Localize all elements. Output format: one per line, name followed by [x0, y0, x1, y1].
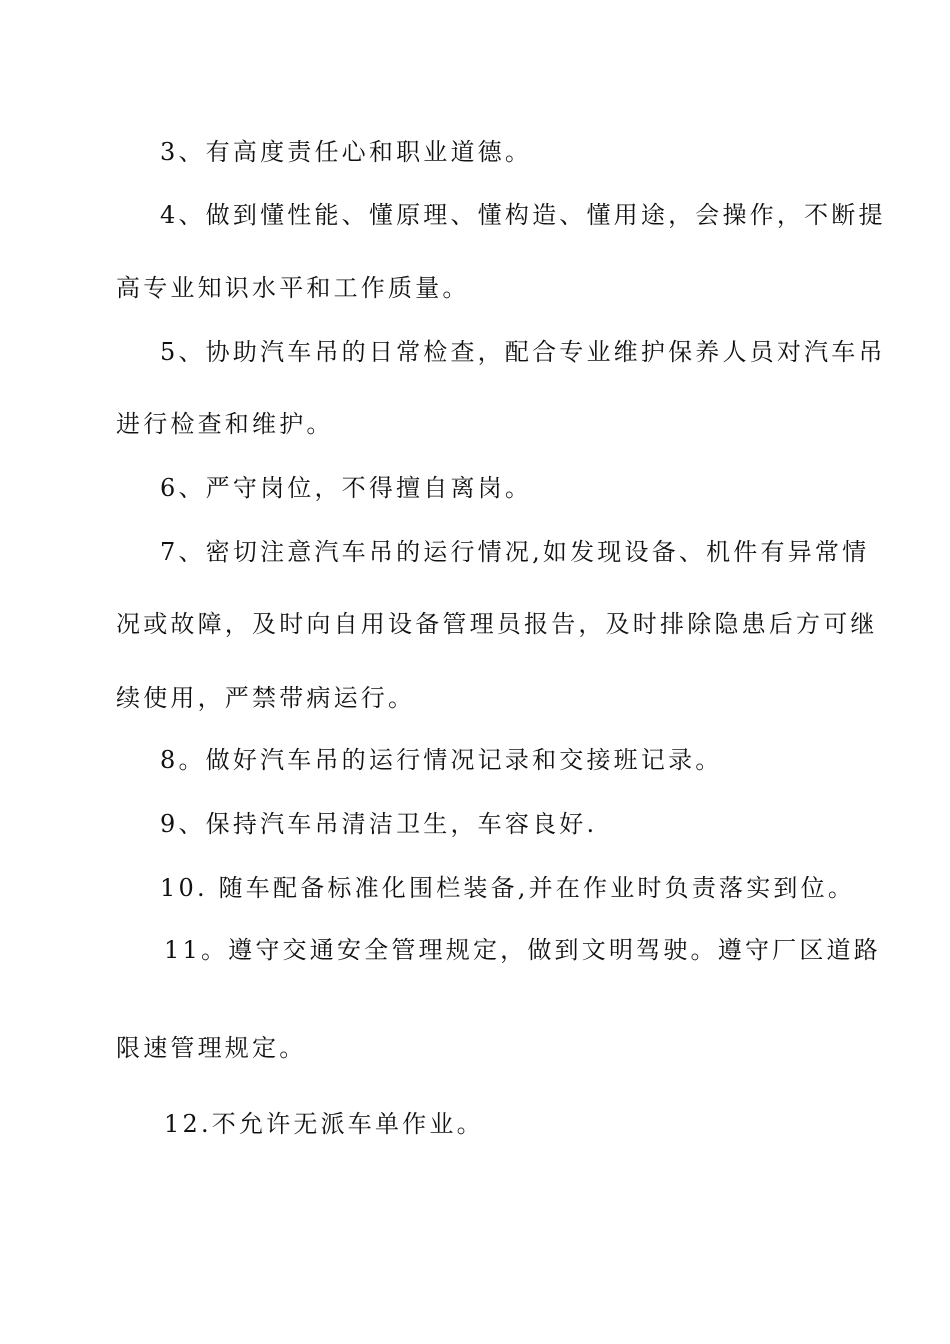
paragraph-3-line-1: 3、有高度责任心和职业道德。 [160, 138, 533, 166]
paragraph-4-line-1: 4、做到懂性能、懂原理、懂构造、懂用途，会操作，不断提 [160, 201, 886, 229]
paragraph-11-line-2: 限速管理规定。 [116, 1034, 307, 1062]
paragraph-8-line-1: 8。做好汽车吊的运行情况记录和交接班记录。 [160, 746, 723, 774]
paragraph-7-line-1: 7、密切注意汽车吊的运行情况,如发现设备、机件有异常情 [160, 538, 870, 566]
paragraph-7-line-2: 况或故障，及时向自用设备管理员报告，及时排除隐患后方可继 [116, 610, 878, 638]
paragraph-9-line-1: 9、保持汽车吊清洁卫生，车容良好. [160, 810, 598, 838]
paragraph-12-line-1: 12.不允许无派车单作业。 [164, 1110, 484, 1138]
paragraph-5-line-1: 5、协助汽车吊的日常检查，配合专业维护保养人员对汽车吊 [160, 338, 886, 366]
paragraph-10-line-1: 10. 随车配备标准化围栏装备,并在作业时负责落实到位。 [160, 874, 856, 902]
paragraph-11-line-1: 11。遵守交通安全管理规定，做到文明驾驶。遵守厂区道路 [164, 936, 881, 964]
paragraph-5-line-2: 进行检查和维护。 [116, 410, 334, 438]
paragraph-6-line-1: 6、严守岗位，不得擅自离岗。 [160, 474, 533, 502]
paragraph-4-line-2: 高专业知识水平和工作质量。 [116, 274, 470, 302]
paragraph-7-line-3: 续使用，严禁带病运行。 [116, 684, 416, 712]
